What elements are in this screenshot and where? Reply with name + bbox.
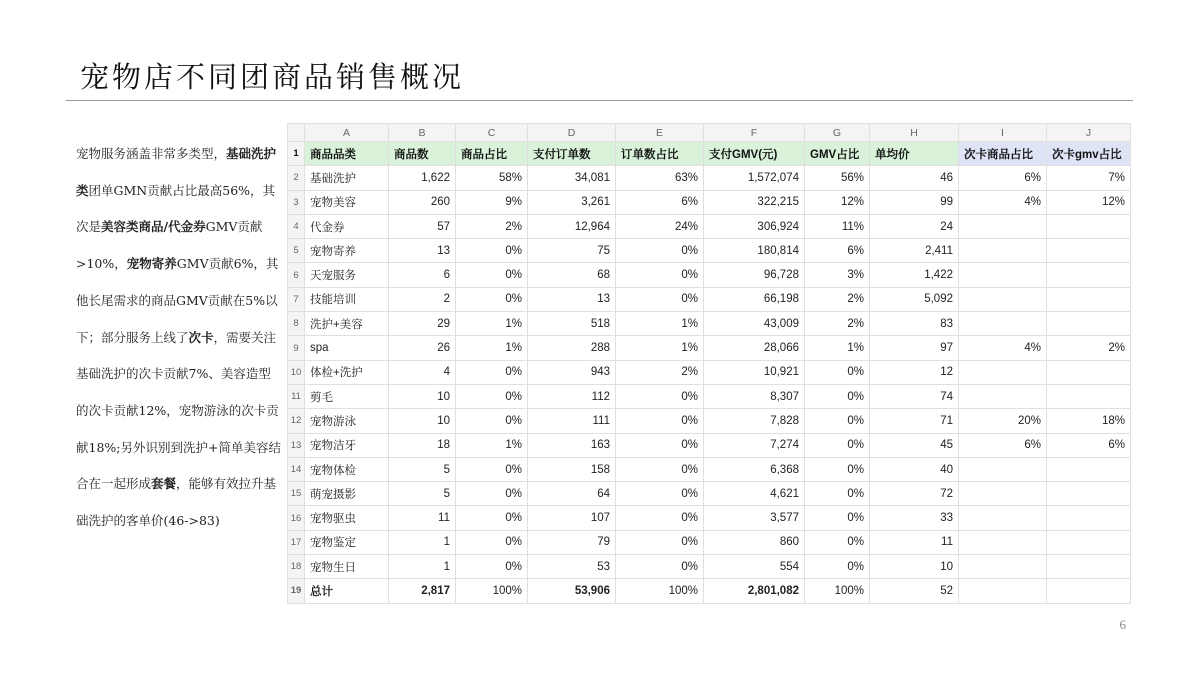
table-cell[interactable] xyxy=(1047,239,1131,263)
row-number[interactable]: 16 xyxy=(288,506,305,530)
table-cell[interactable]: 2% xyxy=(805,312,870,336)
row-number[interactable]: 6 xyxy=(288,263,305,287)
table-cell[interactable]: 5 xyxy=(389,457,456,481)
table-cell[interactable]: spa xyxy=(305,336,389,360)
table-cell[interactable] xyxy=(959,360,1047,384)
table-cell[interactable]: 1 xyxy=(389,530,456,554)
table-cell[interactable]: 107 xyxy=(528,506,616,530)
table-cell[interactable]: 2,411 xyxy=(870,239,959,263)
table-cell[interactable]: 0% xyxy=(805,457,870,481)
table-cell[interactable]: 518 xyxy=(528,312,616,336)
table-cell[interactable] xyxy=(1047,384,1131,408)
table-cell[interactable]: 1% xyxy=(616,336,704,360)
table-cell[interactable]: 0% xyxy=(456,263,528,287)
table-cell[interactable]: 72 xyxy=(870,482,959,506)
table-cell[interactable]: 18 xyxy=(389,433,456,457)
row-number[interactable]: 11 xyxy=(288,384,305,408)
table-cell[interactable]: 0% xyxy=(456,409,528,433)
table-cell[interactable]: 0% xyxy=(456,239,528,263)
row-number[interactable]: 18 xyxy=(288,555,305,579)
table-cell[interactable] xyxy=(1047,482,1131,506)
table-cell[interactable]: 洗护+美容 xyxy=(305,312,389,336)
column-header-b[interactable]: B xyxy=(389,124,456,142)
data-table xyxy=(287,123,1131,604)
table-cell[interactable]: 0% xyxy=(456,530,528,554)
table-row xyxy=(288,287,1131,311)
table-row xyxy=(288,239,1131,263)
row-number[interactable]: 15 xyxy=(288,482,305,506)
column-header-e[interactable]: E xyxy=(616,124,704,142)
description-segment: ，能够有效拉升基础洗护的客单价(46->83) xyxy=(76,476,277,529)
table-cell[interactable]: 74 xyxy=(870,384,959,408)
description-segment: 宠物服务涵盖非常多类型， xyxy=(76,146,227,161)
table-cell[interactable]: 1% xyxy=(456,336,528,360)
table-cell[interactable]: 3% xyxy=(805,263,870,287)
table-cell[interactable]: 6,368 xyxy=(704,457,805,481)
table-cell[interactable]: 75 xyxy=(528,239,616,263)
table-cell[interactable]: 29 xyxy=(389,312,456,336)
table-cell[interactable] xyxy=(1047,506,1131,530)
table-cell[interactable]: 554 xyxy=(704,555,805,579)
table-cell[interactable]: 33 xyxy=(870,506,959,530)
header-cell[interactable]: 支付GMV(元) xyxy=(704,142,805,166)
table-cell[interactable]: 宠物生日 xyxy=(305,555,389,579)
table-cell[interactable]: 12 xyxy=(870,360,959,384)
table-cell[interactable]: 宠物体检 xyxy=(305,457,389,481)
table-cell[interactable]: 99 xyxy=(870,190,959,214)
table-cell[interactable]: 0% xyxy=(456,287,528,311)
row-number[interactable]: 3 xyxy=(288,190,305,214)
table-cell[interactable]: 2,817 xyxy=(389,579,456,603)
table-cell[interactable]: 宠物洁牙 xyxy=(305,433,389,457)
column-header-a[interactable]: A xyxy=(305,124,389,142)
table-cell[interactable]: 6% xyxy=(959,166,1047,190)
table-cell[interactable]: 11% xyxy=(805,214,870,238)
table-cell[interactable]: 10 xyxy=(389,384,456,408)
table-cell[interactable]: 1% xyxy=(456,312,528,336)
table-cell[interactable]: 6% xyxy=(1047,433,1131,457)
row-number[interactable]: 7 xyxy=(288,287,305,311)
row-number[interactable]: 10 xyxy=(288,360,305,384)
table-cell[interactable]: 0% xyxy=(805,530,870,554)
description-segment: GMV贡献6%，其他长尾需求的商品GMV贡献在5%以下；部分服务上线了 xyxy=(76,256,279,345)
table-cell[interactable]: 13 xyxy=(389,239,456,263)
table-cell[interactable]: 天宠服务 xyxy=(305,263,389,287)
table-cell[interactable]: 163 xyxy=(528,433,616,457)
table-cell[interactable]: 18% xyxy=(1047,409,1131,433)
table-cell[interactable] xyxy=(959,530,1047,554)
table-cell[interactable]: 9% xyxy=(456,190,528,214)
description-text xyxy=(76,136,281,540)
table-cell[interactable]: 0% xyxy=(616,409,704,433)
table-cell[interactable] xyxy=(1047,263,1131,287)
table-cell[interactable]: 5,092 xyxy=(870,287,959,311)
table-cell[interactable] xyxy=(959,506,1047,530)
table-cell[interactable]: 57 xyxy=(389,214,456,238)
header-cell[interactable]: 商品品类 xyxy=(305,142,389,166)
table-cell[interactable]: 45 xyxy=(870,433,959,457)
table-cell[interactable]: 180,814 xyxy=(704,239,805,263)
row-number[interactable]: 13 xyxy=(288,433,305,457)
table-cell[interactable]: 0% xyxy=(616,263,704,287)
table-cell[interactable]: 26 xyxy=(389,336,456,360)
table-cell[interactable]: 68 xyxy=(528,263,616,287)
table-cell[interactable]: 0% xyxy=(616,457,704,481)
table-row xyxy=(288,263,1131,287)
table-cell[interactable]: 萌宠摄影 xyxy=(305,482,389,506)
table-cell[interactable]: 66,198 xyxy=(704,287,805,311)
table-cell[interactable]: 58% xyxy=(456,166,528,190)
table-cell[interactable]: 40 xyxy=(870,457,959,481)
table-cell[interactable]: 宠物寄养 xyxy=(305,239,389,263)
header-cell[interactable]: 商品数 xyxy=(389,142,456,166)
table-cell[interactable]: 2% xyxy=(616,360,704,384)
table-cell[interactable]: 0% xyxy=(805,555,870,579)
table-cell[interactable]: 宠物游泳 xyxy=(305,409,389,433)
header-cell[interactable]: GMV占比 xyxy=(805,142,870,166)
table-row xyxy=(288,336,1131,360)
table-cell[interactable]: 943 xyxy=(528,360,616,384)
table-cell[interactable]: 2 xyxy=(389,287,456,311)
column-header-g[interactable]: G xyxy=(805,124,870,142)
table-cell[interactable]: 112 xyxy=(528,384,616,408)
table-cell[interactable]: 52 xyxy=(870,579,959,603)
table-cell[interactable]: 63% xyxy=(616,166,704,190)
table-cell[interactable] xyxy=(959,384,1047,408)
header-cell[interactable]: 商品占比 xyxy=(456,142,528,166)
header-cell[interactable]: 订单数占比 xyxy=(616,142,704,166)
table-cell[interactable]: 860 xyxy=(704,530,805,554)
table-cell[interactable]: 158 xyxy=(528,457,616,481)
table-cell[interactable] xyxy=(1047,457,1131,481)
table-cell[interactable]: 56% xyxy=(805,166,870,190)
table-cell[interactable]: 288 xyxy=(528,336,616,360)
table-cell[interactable]: 宠物美容 xyxy=(305,190,389,214)
table-row xyxy=(288,482,1131,506)
table-cell[interactable]: 24 xyxy=(870,214,959,238)
table-cell[interactable]: 28,066 xyxy=(704,336,805,360)
table-cell[interactable]: 0% xyxy=(805,409,870,433)
table-cell[interactable]: 7,828 xyxy=(704,409,805,433)
table-cell[interactable]: 46 xyxy=(870,166,959,190)
table-row xyxy=(288,506,1131,530)
column-header-d[interactable]: D xyxy=(528,124,616,142)
table-cell[interactable]: 剪毛 xyxy=(305,384,389,408)
table-cell[interactable]: 5 xyxy=(389,482,456,506)
table-cell[interactable]: 0% xyxy=(616,506,704,530)
table-cell[interactable]: 1 xyxy=(389,555,456,579)
table-cell[interactable]: 79 xyxy=(528,530,616,554)
table-cell[interactable]: 111 xyxy=(528,409,616,433)
select-all-corner[interactable] xyxy=(288,124,305,142)
page-number: 6 xyxy=(1119,617,1126,632)
table-cell[interactable] xyxy=(1047,287,1131,311)
table-cell[interactable] xyxy=(959,555,1047,579)
table-cell[interactable]: 100% xyxy=(456,579,528,603)
table-cell[interactable]: 96,728 xyxy=(704,263,805,287)
table-cell[interactable] xyxy=(1047,555,1131,579)
table-cell[interactable] xyxy=(1047,214,1131,238)
row-number[interactable]: 2 xyxy=(288,166,305,190)
table-cell[interactable]: 7% xyxy=(1047,166,1131,190)
table-cell[interactable]: 20% xyxy=(959,409,1047,433)
table-cell[interactable]: 3,577 xyxy=(704,506,805,530)
table-cell[interactable]: 0% xyxy=(616,287,704,311)
table-cell[interactable]: 34,081 xyxy=(528,166,616,190)
table-cell[interactable]: 4,621 xyxy=(704,482,805,506)
table-cell[interactable]: 7,274 xyxy=(704,433,805,457)
table-cell[interactable] xyxy=(959,263,1047,287)
table-cell[interactable]: 0% xyxy=(805,433,870,457)
table-cell[interactable]: 11 xyxy=(389,506,456,530)
table-row xyxy=(288,409,1131,433)
table-cell[interactable]: 0% xyxy=(616,384,704,408)
row-number[interactable]: 19 xyxy=(288,579,305,603)
table-row xyxy=(288,384,1131,408)
table-cell[interactable]: 12% xyxy=(805,190,870,214)
table-cell[interactable] xyxy=(959,579,1047,603)
table-cell[interactable]: 体检+洗护 xyxy=(305,360,389,384)
table-cell[interactable]: 宠物驱虫 xyxy=(305,506,389,530)
table-cell[interactable]: 12% xyxy=(1047,190,1131,214)
table-row xyxy=(288,142,1131,166)
table-cell[interactable] xyxy=(959,287,1047,311)
table-row xyxy=(288,190,1131,214)
table-cell[interactable]: 43,009 xyxy=(704,312,805,336)
table-cell[interactable]: 4% xyxy=(959,336,1047,360)
table-cell[interactable] xyxy=(1047,579,1131,603)
table-cell[interactable]: 总计 xyxy=(305,579,389,603)
table-cell[interactable]: 2% xyxy=(456,214,528,238)
table-cell[interactable] xyxy=(959,239,1047,263)
table-row xyxy=(288,360,1131,384)
table-cell[interactable]: 0% xyxy=(616,433,704,457)
table-cell[interactable]: 2,801,082 xyxy=(704,579,805,603)
table-cell[interactable]: 1,422 xyxy=(870,263,959,287)
table-cell[interactable]: 0% xyxy=(616,555,704,579)
table-cell[interactable]: 1% xyxy=(456,433,528,457)
description-segment: GMV贡献>10%， xyxy=(76,219,263,272)
table-cell[interactable]: 代金券 xyxy=(305,214,389,238)
column-header-h[interactable]: H xyxy=(870,124,959,142)
table-cell[interactable]: 0% xyxy=(805,360,870,384)
header-cell[interactable]: 单均价 xyxy=(870,142,959,166)
row-number[interactable]: 8 xyxy=(288,312,305,336)
table-row xyxy=(288,214,1131,238)
table-cell[interactable]: 6 xyxy=(389,263,456,287)
description-highlight: 套餐 xyxy=(151,476,177,492)
table-cell[interactable]: 0% xyxy=(456,482,528,506)
table-cell[interactable]: 10 xyxy=(389,409,456,433)
table-cell[interactable]: 322,215 xyxy=(704,190,805,214)
table-cell[interactable]: 0% xyxy=(616,239,704,263)
table-cell[interactable]: 4 xyxy=(389,360,456,384)
description-highlight: 基础洗护类 xyxy=(76,146,277,198)
column-header-j[interactable]: J xyxy=(1047,124,1131,142)
table-cell[interactable]: 1,572,074 xyxy=(704,166,805,190)
table-cell[interactable]: 1% xyxy=(616,312,704,336)
column-header-f[interactable]: F xyxy=(704,124,805,142)
table-cell[interactable]: 基础洗护 xyxy=(305,166,389,190)
table-cell[interactable]: 10,921 xyxy=(704,360,805,384)
table-cell[interactable]: 260 xyxy=(389,190,456,214)
table-cell[interactable]: 64 xyxy=(528,482,616,506)
table-cell[interactable]: 1% xyxy=(805,336,870,360)
table-cell[interactable]: 100% xyxy=(616,579,704,603)
table-cell[interactable]: 宠物鉴定 xyxy=(305,530,389,554)
description-highlight: 次卡 xyxy=(188,329,214,345)
description-segment: ，需要关注基础洗护的次卡贡献7%、美容造型的次卡贡献12%，宠物游泳的次卡贡献18%;另外识别到洗护+简单美容结合在一起形成 xyxy=(76,329,281,492)
row-number[interactable]: 5 xyxy=(288,239,305,263)
row-number[interactable]: 4 xyxy=(288,214,305,238)
header-cell[interactable]: 次卡gmv占比 xyxy=(1047,142,1131,166)
table-cell[interactable] xyxy=(959,457,1047,481)
table-cell[interactable] xyxy=(1047,530,1131,554)
slide-title: 宠物店不同团商品销售概况 xyxy=(80,60,465,94)
table-cell[interactable]: 6% xyxy=(616,190,704,214)
table-cell[interactable]: 0% xyxy=(805,506,870,530)
row-number[interactable]: 9 xyxy=(288,336,305,360)
table-cell[interactable] xyxy=(959,214,1047,238)
column-header-i[interactable]: I xyxy=(959,124,1047,142)
table-cell[interactable]: 11 xyxy=(870,530,959,554)
table-cell[interactable]: 100% xyxy=(805,579,870,603)
table-cell[interactable]: 0% xyxy=(616,482,704,506)
table-row xyxy=(288,433,1131,457)
table-cell[interactable]: 2% xyxy=(1047,336,1131,360)
table-cell[interactable]: 0% xyxy=(456,384,528,408)
description-highlight: 宠物寄养 xyxy=(126,256,177,272)
header-cell[interactable]: 支付订单数 xyxy=(528,142,616,166)
table-cell[interactable] xyxy=(959,482,1047,506)
table-cell[interactable]: 53,906 xyxy=(528,579,616,603)
row-number[interactable]: 12 xyxy=(288,409,305,433)
table-cell[interactable]: 1,622 xyxy=(389,166,456,190)
table-row xyxy=(288,312,1131,336)
table-cell[interactable]: 0% xyxy=(456,360,528,384)
table-cell[interactable]: 53 xyxy=(528,555,616,579)
table-cell[interactable]: 12,964 xyxy=(528,214,616,238)
table-row xyxy=(288,579,1131,603)
table-cell[interactable]: 0% xyxy=(805,384,870,408)
table-cell[interactable]: 8,307 xyxy=(704,384,805,408)
table-cell[interactable]: 3,261 xyxy=(528,190,616,214)
table-cell[interactable]: 0% xyxy=(616,530,704,554)
table-cell[interactable]: 71 xyxy=(870,409,959,433)
table-cell[interactable]: 306,924 xyxy=(704,214,805,238)
description-segment: 团单GMN贡献占比最高56%，其次是 xyxy=(76,182,276,235)
description-highlight: 美容类商品/代金券 xyxy=(101,219,206,235)
table-cell[interactable]: 0% xyxy=(456,506,528,530)
table-cell[interactable]: 10 xyxy=(870,555,959,579)
row-number[interactable]: 1 xyxy=(288,142,305,166)
table-cell[interactable]: 0% xyxy=(805,482,870,506)
table-cell[interactable]: 97 xyxy=(870,336,959,360)
table-cell[interactable]: 2% xyxy=(805,287,870,311)
table-row xyxy=(288,530,1131,554)
header-cell[interactable]: 次卡商品占比 xyxy=(959,142,1047,166)
table-cell[interactable]: 0% xyxy=(456,457,528,481)
table-row xyxy=(288,555,1131,579)
column-letter-row xyxy=(288,124,1131,142)
table-row xyxy=(288,166,1131,190)
title-divider xyxy=(66,100,1133,101)
table-cell[interactable]: 技能培训 xyxy=(305,287,389,311)
table-row xyxy=(288,457,1131,481)
column-header-c[interactable]: C xyxy=(456,124,528,142)
table-cell[interactable] xyxy=(959,312,1047,336)
table-cell[interactable] xyxy=(1047,312,1131,336)
row-number[interactable]: 17 xyxy=(288,530,305,554)
table-cell[interactable]: 0% xyxy=(456,555,528,579)
table-cell[interactable]: 83 xyxy=(870,312,959,336)
table-cell[interactable]: 6% xyxy=(959,433,1047,457)
table-cell[interactable]: 6% xyxy=(805,239,870,263)
table-cell[interactable]: 13 xyxy=(528,287,616,311)
table-cell[interactable]: 24% xyxy=(616,214,704,238)
table-cell[interactable] xyxy=(1047,360,1131,384)
table-cell[interactable]: 4% xyxy=(959,190,1047,214)
row-number[interactable]: 14 xyxy=(288,457,305,481)
